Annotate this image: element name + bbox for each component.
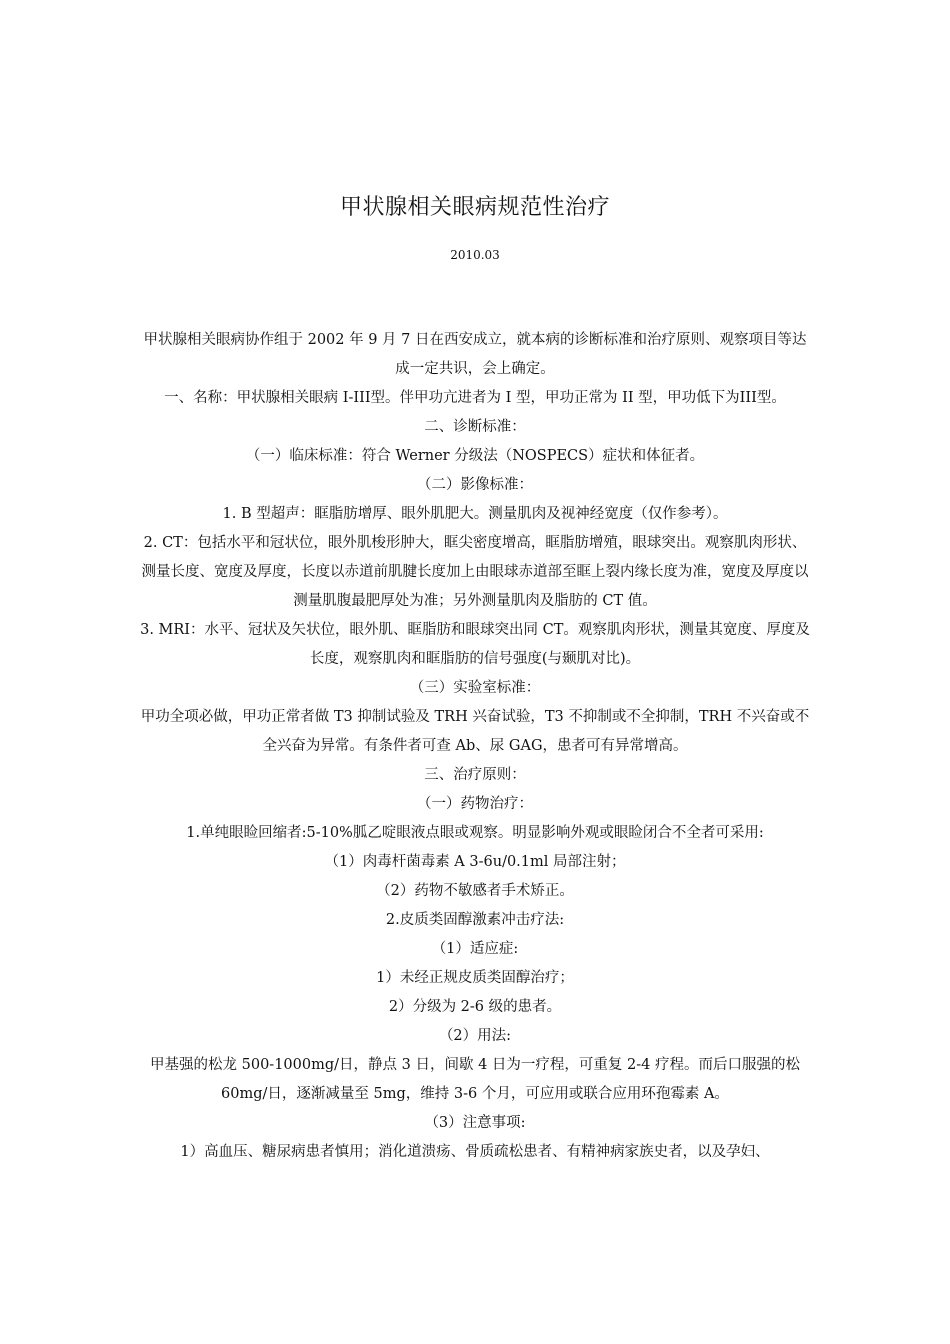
- eyelid-retraction-item: 1.单纯眼睑回缩者:5-10%胍乙啶眼液点眼或观察。明显影响外观或眼睑闭合不全者可采用:: [186, 825, 764, 841]
- lab-standard-heading: （三）实验室标准：: [409, 680, 541, 696]
- section-heading-diagnosis: 二、诊断标准：: [424, 419, 526, 435]
- usage-paragraph: 甲基强的松龙 500-1000mg/日，静点 3 日，间歇 4 日为一疗程，可重复 2-4 疗程。而后口服强的松 60mg/日，逐渐减量至 5mg，维持 3-6 个月，可应用或联合应用环孢霉素 A。: [150, 1057, 800, 1102]
- section-name-paragraph: 一、名称：甲状腺相关眼病 I-III型。伴甲功亢进者为 I 型，甲功正常为 II 型，甲功低下为III型。: [164, 390, 786, 406]
- intro-paragraph: 甲状腺相关眼病协作组于 2002 年 9 月 7 日在西安成立，就本病的诊断标准和治疗原则、观察项目等达成一定共识，会上确定。: [143, 332, 807, 377]
- surgery-item: （2）药物不敏感者手术矫正。: [376, 883, 574, 899]
- imaging-standard-heading: （二）影像标准：: [417, 477, 533, 493]
- lab-standard-paragraph: 甲功全项必做，甲功正常者做 T3 抑制试验及 TRH 兴奋试验，T3 不抑制或不全抑制，TRH 不兴奋或不全兴奋为异常。有条件者可查 Ab、尿 GAG，患者可有异常增高。: [140, 709, 810, 754]
- indications-heading: （1）适应症:: [431, 941, 519, 957]
- document-body: [140, 326, 810, 1167]
- indication-item-1: 1）未经正规皮质类固醇治疗；: [376, 970, 574, 986]
- ct-item: 2. CT：包括水平和冠状位，眼外肌梭形肿大，眶尖密度增高，眶脂肪增殖，眼球突出。观察肌肉形状、测量长度、宽度及厚度，长度以赤道前肌腱长度加上由眼球赤道部至眶上裂内缘长度为准，宽度及厚度以测量肌腹最肥厚处为准；另外测量肌肉及脂肪的 CT 值。: [141, 535, 809, 609]
- precaution-item-1: 1）高血压、糖尿病患者慎用；消化道溃疡、骨质疏松患者、有精神病家族史者，以及孕妇、: [180, 1144, 770, 1160]
- mri-item: 3. MRI：水平、冠状及矢状位，眼外肌、眶脂肪和眼球突出同 CT。观察肌肉形状，测量其宽度、厚度及长度，观察肌肉和眶脂肪的信号强度(与颞肌对比)。: [140, 622, 810, 667]
- precautions-heading: （3）注意事项:: [424, 1115, 526, 1131]
- clinical-standard: （一）临床标准：符合 Werner 分级法（NOSPECS）症状和体征者。: [245, 448, 705, 464]
- section-heading-treatment: 三、治疗原则：: [424, 767, 526, 783]
- ultrasound-item: 1. B 型超声：眶脂肪增厚、眼外肌肥大。测量肌肉及视神经宽度（仅作参考）。: [222, 506, 728, 522]
- document-title: 甲状腺相关眼病规范性治疗: [339, 195, 610, 220]
- usage-heading: （2）用法:: [438, 1028, 512, 1044]
- steroid-therapy-heading: 2.皮质类固醇激素冲击疗法:: [385, 912, 565, 928]
- document-date: 2010.03: [450, 248, 500, 262]
- botulinum-item: （1）肉毒杆菌毒素 A 3-6u/0.1ml 局部注射；: [324, 854, 626, 870]
- drug-treatment-heading: （一）药物治疗：: [417, 796, 533, 812]
- indication-item-2: 2）分级为 2-6 级的患者。: [388, 999, 562, 1015]
